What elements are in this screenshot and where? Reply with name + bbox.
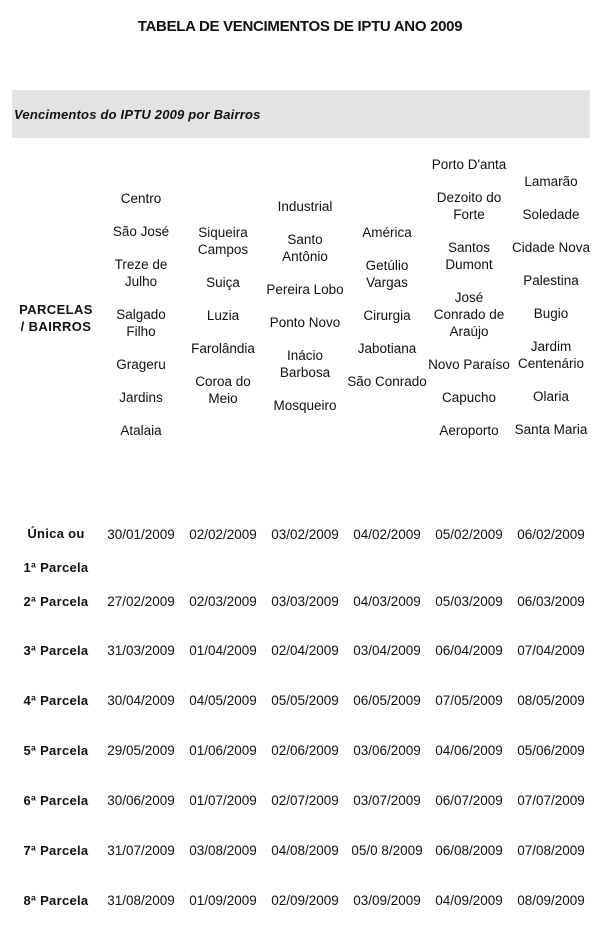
parcela-label-line: 1ª Parcela	[23, 560, 89, 575]
due-date-cell: 03/07/2009	[353, 793, 421, 808]
due-date-cell: 08/09/2009	[517, 893, 585, 908]
due-date-cell: 01/07/2009	[189, 793, 257, 808]
due-date-cell: 04/09/2009	[435, 893, 503, 908]
page-title: TABELA DE VENCIMENTOS DE IPTU ANO 2009	[137, 18, 463, 35]
due-date-cell: 05/0 8/2009	[351, 843, 423, 858]
bairro-name: Ponto Novo	[269, 315, 341, 330]
bairro-name: Cidade Nova	[511, 240, 591, 255]
due-date-cell: 05/03/2009	[435, 594, 503, 609]
subtitle-bar	[12, 90, 590, 138]
parcela-label	[12, 843, 100, 858]
parcela-label-line: 3ª Parcela	[23, 643, 89, 658]
due-date-cell: 02/06/2009	[271, 743, 339, 758]
bairro-name: Lamarão	[524, 174, 578, 189]
bairro-column	[428, 156, 510, 439]
bairro-name: Capucho	[441, 390, 497, 405]
due-date-cell: 03/04/2009	[353, 643, 421, 658]
parcela-label	[12, 743, 100, 758]
bairro-name: Inácio Barbosa	[279, 348, 331, 380]
bairro-name: Grageru	[116, 357, 166, 372]
bairro-name: Dezoito do Forte	[436, 190, 502, 222]
due-date-cell: 06/07/2009	[435, 793, 503, 808]
bairro-name: Soledade	[522, 207, 580, 222]
bairro-name: Mosqueiro	[273, 398, 337, 413]
due-date-cell: 31/03/2009	[107, 643, 175, 658]
due-date-cell: 02/02/2009	[189, 527, 257, 542]
bairro-name: Palestina	[523, 273, 579, 288]
bairro-column	[100, 190, 182, 439]
bairro-column	[264, 198, 346, 414]
due-date-cell: 08/05/2009	[517, 693, 585, 708]
bairro-name: Santo Antônio	[282, 232, 328, 264]
bairro-name: Luzia	[206, 308, 240, 323]
due-date-cell: 05/06/2009	[517, 743, 585, 758]
bairro-name: Bugio	[533, 306, 569, 321]
bairro-name: Jardim Centenário	[517, 339, 585, 371]
due-date-cell: 29/05/2009	[107, 743, 175, 758]
due-date-cell: 01/09/2009	[189, 893, 257, 908]
due-date-cell: 04/03/2009	[353, 594, 421, 609]
due-date-cell: 02/03/2009	[189, 594, 257, 609]
due-date-cell: 01/06/2009	[189, 743, 257, 758]
header-label-line-2: / BAIRROS	[20, 319, 92, 334]
bairro-name: Centro	[120, 191, 162, 206]
parcela-label	[12, 643, 100, 658]
due-date-cell: 03/08/2009	[189, 843, 257, 858]
bairro-name: Pereira Lobo	[266, 282, 344, 297]
bairro-name: Jardins	[119, 390, 163, 405]
due-date-cell: 04/02/2009	[353, 527, 421, 542]
bairro-name: Santos Dumont	[445, 240, 493, 272]
due-date-cell: 30/04/2009	[107, 693, 175, 708]
due-date-cell: 06/04/2009	[435, 643, 503, 658]
due-date-cell: 04/05/2009	[189, 693, 257, 708]
due-date-cell: 03/03/2009	[271, 594, 339, 609]
bairro-name: Olaria	[532, 389, 569, 404]
parcela-label-line: 2ª Parcela	[23, 594, 89, 609]
bairro-name: Cirurgia	[363, 308, 411, 323]
parcela-label-line: Única ou	[27, 526, 85, 541]
parcela-label	[12, 517, 100, 585]
bairro-column	[510, 173, 592, 438]
parcela-label	[12, 893, 100, 908]
bairro-column	[182, 224, 264, 407]
parcela-label	[12, 793, 100, 808]
due-date-cell: 02/07/2009	[271, 793, 339, 808]
due-date-cell: 06/02/2009	[517, 527, 585, 542]
due-date-cell: 03/02/2009	[271, 527, 339, 542]
bairro-name: América	[362, 225, 412, 240]
due-date-cell: 02/04/2009	[271, 643, 339, 658]
due-date-cell: 01/04/2009	[189, 643, 257, 658]
due-date-cell: 04/08/2009	[271, 843, 339, 858]
bairro-name: Suiça	[206, 275, 240, 290]
bairro-name: Industrial	[277, 199, 333, 214]
due-date-cell: 07/08/2009	[517, 843, 585, 858]
bairro-name: Porto D'anta	[431, 157, 507, 172]
parcela-label-line: 7ª Parcela	[23, 843, 89, 858]
due-date-cell: 30/01/2009	[107, 527, 175, 542]
due-date-cell: 27/02/2009	[107, 594, 175, 609]
bairro-name: Siqueira Campos	[197, 225, 249, 257]
bairro-name: São Conrado	[347, 374, 427, 389]
bairro-name: Aeroporto	[439, 423, 499, 438]
header-label	[12, 301, 100, 335]
due-date-cell: 05/05/2009	[271, 693, 339, 708]
due-date-cell: 06/05/2009	[353, 693, 421, 708]
header-label-line-1: PARCELAS	[19, 302, 93, 317]
bairro-name: São José	[112, 224, 170, 239]
due-date-cell: 02/09/2009	[271, 893, 339, 908]
bairro-name: José Conrado de Araújo	[433, 290, 505, 339]
bairro-name: Farolândia	[191, 341, 255, 356]
due-date-cell: 07/07/2009	[517, 793, 585, 808]
due-date-cell: 07/05/2009	[435, 693, 503, 708]
bairro-name: Treze de Julho	[114, 257, 168, 289]
bairro-column	[346, 224, 428, 390]
table-subtitle: Vencimentos do IPTU 2009 por Bairros	[14, 107, 261, 122]
due-date-cell: 06/03/2009	[517, 594, 585, 609]
parcela-label-line: 5ª Parcela	[23, 743, 89, 758]
bairro-name: Novo Paraíso	[428, 357, 510, 372]
due-date-cell: 31/07/2009	[107, 843, 175, 858]
bairro-name: Coroa do Meio	[195, 374, 251, 406]
due-date-cell: 03/06/2009	[353, 743, 421, 758]
bairro-name: Santa Maria	[514, 422, 588, 437]
parcela-label-line: 6ª Parcela	[23, 793, 89, 808]
due-date-cell: 30/06/2009	[107, 793, 175, 808]
parcela-label-line: 8ª Parcela	[23, 893, 89, 908]
due-date-cell: 31/08/2009	[107, 893, 175, 908]
parcela-label	[12, 594, 100, 609]
due-date-cell: 03/09/2009	[353, 893, 421, 908]
due-date-cell: 06/08/2009	[435, 843, 503, 858]
due-date-cell: 05/02/2009	[435, 527, 503, 542]
parcela-label	[12, 693, 100, 708]
bairro-name: Atalaia	[120, 423, 162, 438]
bairro-name: Jabotiana	[357, 341, 417, 356]
parcela-label-line: 4ª Parcela	[23, 693, 89, 708]
bairro-name: Getúlio Vargas	[365, 258, 409, 290]
bairro-name: Salgado Filho	[116, 307, 166, 339]
due-date-cell: 07/04/2009	[517, 643, 585, 658]
due-date-cell: 04/06/2009	[435, 743, 503, 758]
